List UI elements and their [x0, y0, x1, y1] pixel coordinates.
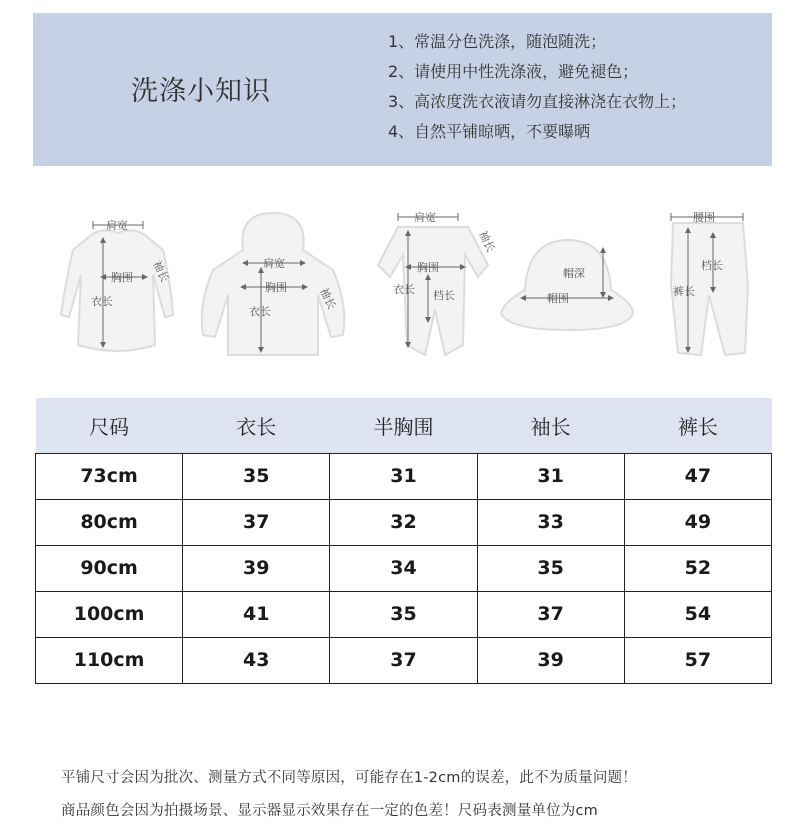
table-row: [36, 591, 772, 637]
dress-sleeve-label: 袖长: [150, 258, 172, 285]
table-cell: 33: [477, 499, 624, 545]
dress-length-label: 衣长: [91, 295, 113, 308]
table-cell: 39: [477, 637, 624, 683]
care-panel: [33, 13, 772, 166]
table-cell: 35: [477, 545, 624, 591]
table-cell: 35: [330, 591, 477, 637]
table-cell: 110cm: [36, 637, 183, 683]
romper-shoulder-label: 肩宽: [414, 211, 436, 224]
care-item: 2、请使用中性洗涤液，避免褪色；: [388, 62, 639, 81]
table-row: [36, 453, 772, 499]
table-row: [36, 545, 772, 591]
table-cell: 34: [330, 545, 477, 591]
table-cell: 57: [624, 637, 771, 683]
table-cell: 54: [624, 591, 771, 637]
romper-chest-label: 胸围: [417, 261, 439, 274]
romper-sleeve-label: 袖长: [476, 228, 498, 255]
table-cell: 39: [183, 545, 330, 591]
measurement-diagrams: [33, 195, 772, 370]
hat-shape: [501, 240, 633, 330]
hoodie-length-label: 衣长: [249, 305, 271, 318]
table-cell: 37: [330, 637, 477, 683]
care-item: 1、常温分色洗涤，随泡随洗；: [388, 32, 607, 51]
romper-length-label: 衣长: [393, 283, 415, 296]
romper-crotch-label: 档长: [433, 289, 455, 302]
hat-circumference-label: 帽围: [547, 292, 569, 305]
table-cell: 47: [624, 453, 771, 499]
table-cell: 43: [183, 637, 330, 683]
table-cell: 35: [183, 453, 330, 499]
pants-crotch-label: 档长: [701, 259, 723, 272]
hoodie-diagram: [202, 213, 345, 355]
header-sleeve: 袖长: [477, 398, 624, 453]
table-cell: 80cm: [36, 499, 183, 545]
header-size: 尺码: [36, 398, 183, 453]
table-cell: 31: [330, 453, 477, 499]
header-pants-length: 裤长: [624, 398, 771, 453]
care-list: [388, 27, 686, 147]
dress-diagram: [61, 218, 173, 351]
footnotes: [61, 762, 637, 828]
dress-shoulder-label: 肩宽: [106, 219, 128, 232]
table-cell: 49: [624, 499, 771, 545]
footnote-color-difference: 商品颜色会因为拍摄场景、显示器显示效果存在一定的色差！尺码表测量单位为cm: [61, 803, 598, 819]
table-header-row: [36, 398, 772, 453]
care-item: 3、高浓度洗衣液请勿直接淋浇在衣物上；: [388, 92, 687, 111]
table-row: [36, 637, 772, 683]
footnote-error-margin: 平铺尺寸会因为批次、测量方式不同等原因，可能存在1-2cm的误差，此不为质量问题！: [61, 770, 637, 786]
table-cell: 52: [624, 545, 771, 591]
table-cell: 32: [330, 499, 477, 545]
table-cell: 31: [477, 453, 624, 499]
pants-waist-label: 腰围: [693, 211, 715, 224]
dress-shape: [61, 230, 173, 351]
care-item: 4、自然平铺晾晒，不要曝晒: [388, 122, 591, 141]
table-cell: 37: [183, 499, 330, 545]
header-length: 衣长: [183, 398, 330, 453]
size-table: [35, 398, 772, 684]
pants-length-label: 裤长: [673, 285, 695, 298]
table-cell: 41: [183, 591, 330, 637]
table-row: [36, 499, 772, 545]
romper-diagram: [378, 210, 498, 355]
dress-chest-label: 胸围: [111, 271, 133, 284]
pants-diagram: [671, 211, 748, 355]
hoodie-sleeve-label: 袖长: [317, 285, 339, 312]
hoodie-shoulder-label: 肩宽: [263, 257, 285, 270]
hat-diagram: [501, 240, 633, 330]
hoodie-chest-label: 胸围: [265, 281, 287, 294]
table-cell: 73cm: [36, 453, 183, 499]
table-cell: 100cm: [36, 591, 183, 637]
care-title: 洗涤小知识: [131, 76, 271, 107]
hat-depth-label: 帽深: [563, 267, 585, 280]
table-cell: 37: [477, 591, 624, 637]
table-cell: 90cm: [36, 545, 183, 591]
header-half-chest: 半胸围: [330, 398, 477, 453]
